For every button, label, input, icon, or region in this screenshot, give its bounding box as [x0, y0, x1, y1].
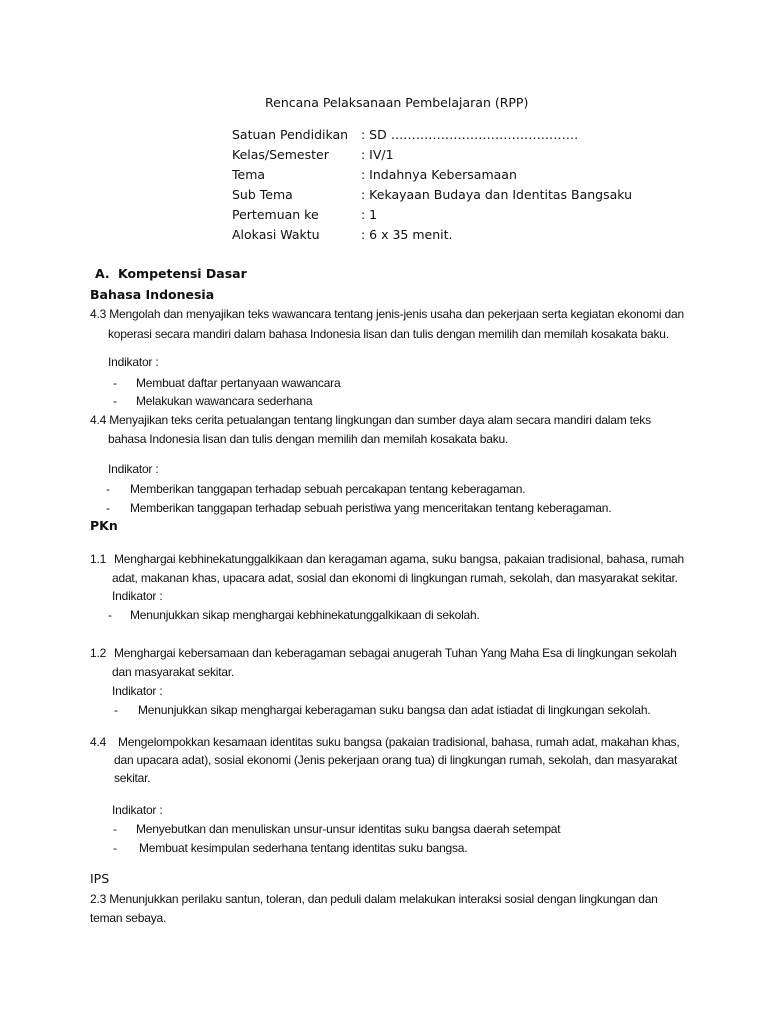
kd-number: 4.4: [90, 735, 107, 749]
identity-label: Sub Tema: [232, 187, 293, 202]
subject-heading-ips: IPS: [90, 871, 110, 886]
kd-4-3-line: 4.3 Mengolah dan menyajikan teks wawancara tentang jenis-jenis usaha dan pekerjaan serta kegiatan ekonomi dan: [90, 307, 684, 321]
indikator-item: Memberikan tanggapan terhadap sebuah percakapan tentang keberagaman.: [130, 482, 526, 496]
identity-label: Pertemuan ke: [232, 207, 319, 222]
kd-4-4-line: bahasa Indonesia lisan dan tulis dengan memilih dan memilah kosakata baku.: [108, 432, 509, 446]
kd-2-3-line: teman sebaya.: [90, 911, 167, 925]
indikator-label: Indikator :: [112, 684, 163, 698]
identity-label: Alokasi Waktu: [232, 227, 320, 242]
indikator-item: Memberikan tanggapan terhadap sebuah peristiwa yang menceritakan tentang keberagaman.: [130, 501, 612, 515]
indikator-item: Menyebutkan dan menuliskan unsur-unsur identitas suku bangsa daerah setempat: [136, 822, 561, 836]
identity-label: Kelas/Semester: [232, 147, 329, 162]
bullet-dash: -: [108, 608, 112, 622]
kd-1-2-line: Menghargai kebersamaan dan keberagaman sebagai anugerah Tuhan Yang Maha Esa di lingkungan sekolah: [114, 646, 677, 660]
indikator-item: Menunjukkan sikap menghargai keberagaman suku bangsa dan adat istiadat di lingkungan sekolah.: [138, 703, 651, 717]
document-title: Rencana Pelaksanaan Pembelajaran (RPP): [265, 95, 529, 110]
indikator-label: Indikator :: [112, 803, 163, 817]
kd-4-4-line: dan upacara adat), sosial ekonomi (Jenis pekerjaan orang tua) di lingkungan rumah, sekolah, dan masyarakat: [114, 753, 678, 767]
bullet-dash: -: [113, 841, 117, 855]
indikator-label: Indikator :: [108, 462, 159, 476]
identity-value: : 6 x 35 menit.: [361, 227, 453, 242]
subject-heading-bahasa: Bahasa Indonesia: [90, 287, 215, 302]
kd-4-4-line: Mengelompokkan kesamaan identitas suku bangsa (pakaian tradisional, bahasa, rumah adat, makahan khas,: [118, 735, 680, 749]
kd-number: 1.2: [90, 646, 107, 660]
kd-number: 1.1: [90, 552, 107, 566]
identity-value: : Indahnya Kebersamaan: [361, 167, 517, 182]
indikator-item: Menunjukkan sikap menghargai kebhinekatunggalkikaan di sekolah.: [130, 608, 480, 622]
identity-value: : Kekayaan Budaya dan Identitas Bangsaku: [361, 187, 633, 202]
identity-label: Tema: [232, 167, 266, 182]
kd-4-4-line: 4.4 Menyajikan teks cerita petualangan tentang lingkungan dan sumber daya alam secara mandiri dalam teks: [90, 413, 651, 427]
bullet-dash: -: [113, 822, 117, 836]
bullet-dash: -: [114, 703, 118, 717]
indikator-item: Membuat daftar pertanyaan wawancara: [136, 376, 341, 390]
kd-4-3-line: koperasi secara mandiri dalam bahasa Indonesia lisan dan tulis dengan memilih dan memilah kosakata baku.: [108, 327, 669, 341]
identity-value: : IV/1: [361, 147, 394, 162]
indikator-label: Indikator :: [112, 589, 163, 603]
kd-1-1-line: Menghargai kebhinekatunggalkikaan dan keragaman agama, suku bangsa, pakaian tradisional, bahasa, rumah: [114, 552, 684, 566]
section-letter: A.: [95, 266, 110, 281]
kd-1-1-line: adat, makanan khas, upacara adat, sosial dan ekonomi di lingkungan rumah, sekolah, dan masyarakat sekitar.: [112, 571, 678, 585]
section-title: Kompetensi Dasar: [118, 266, 247, 281]
identity-label: Satuan Pendidikan: [232, 127, 349, 142]
bullet-dash: -: [106, 501, 110, 515]
bullet-dash: -: [113, 376, 117, 390]
kd-2-3-line: 2.3 Menunjukkan perilaku santun, toleran, dan peduli dalam melakukan interaksi sosial dengan lingkungan dan: [90, 892, 658, 906]
kd-1-2-line: dan masyarakat sekitar.: [112, 665, 235, 679]
identity-value: : SD ………………………………………: [361, 127, 579, 142]
indikator-label: Indikator :: [108, 355, 159, 369]
identity-value: : 1: [361, 207, 378, 222]
bullet-dash: -: [113, 394, 117, 408]
subject-heading-pkn: PKn: [90, 518, 118, 533]
indikator-item: Melakukan wawancara sederhana: [136, 394, 313, 408]
indikator-item: Membuat kesimpulan sederhana tentang identitas suku bangsa.: [139, 841, 468, 855]
bullet-dash: -: [106, 482, 110, 496]
kd-4-4-line: sekitar.: [114, 771, 151, 785]
